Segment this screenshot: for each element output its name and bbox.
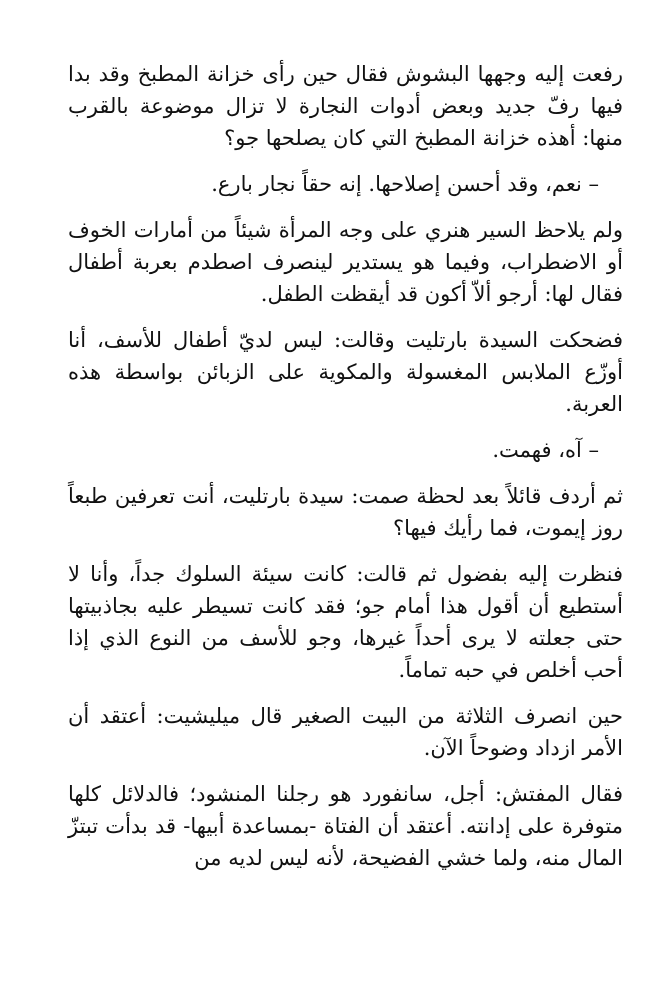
- paragraph-5-dialogue: – آه، فهمت.: [492, 438, 599, 462]
- paragraph-3: ولم يلاحظ السير هنري على وجه المرأة شيئاً من أمارات الخوف أو الاضطراب، وفيما هو يستدير لينصرف اصطدم بعربة أطفال فقال لها: أرجو ألاّ أكون قد أيقظت الطفل.: [68, 218, 623, 306]
- paragraph-8: حين انصرف الثلاثة من البيت الصغير قال ميليشيت: أعتقد أن الأمر ازداد وضوحاً الآن.: [68, 704, 623, 760]
- paragraph-7: فنظرت إليه بفضول ثم قالت: كانت سيئة السلوك جداً، وأنا لا أستطيع أن أقول هذا أمام جو؛ فقد كانت تسيطر عليه بجاذبيتها حتى جعلته لا يرى أحداً غيرها، وجو للأسف من النوع الذي إذا أحب أخلص في حبه تماماً.: [68, 562, 623, 682]
- paragraph-9: فقال المفتش: أجل، سانفورد هو رجلنا المنشود؛ فالدلائل كلها متوفرة على إدانته. أعتقد أن الفتاة -بمساعدة أبيها- قد بدأت تبتزّ المال منه، ولما خشي الفضيحة، لأنه ليس لديه من: [68, 782, 623, 870]
- paragraph-1: رفعت إليه وجهها البشوش فقال حين رأى خزانة المطبخ وقد بدا فيها رفّ جديد وبعض أدوات النجارة لا تزال موضوعة بالقرب منها: أهذه خزانة المطبخ التي كان يصلحها جو؟: [68, 62, 623, 150]
- paragraph-2-dialogue: – نعم، وقد أحسن إصلاحها. إنه حقاً نجار بارع.: [211, 172, 599, 196]
- paragraph-4: فضحكت السيدة بارتليت وقالت: ليس لديّ أطفال للأسف، أنا أوزّع الملابس المغسولة والمكوية على الزبائن بواسطة هذه العربة.: [68, 328, 623, 416]
- paragraph-6: ثم أردف قائلاً بعد لحظة صمت: سيدة بارتليت، أنت تعرفين طبعاً روز إيموت، فما رأيك فيها؟: [68, 484, 623, 540]
